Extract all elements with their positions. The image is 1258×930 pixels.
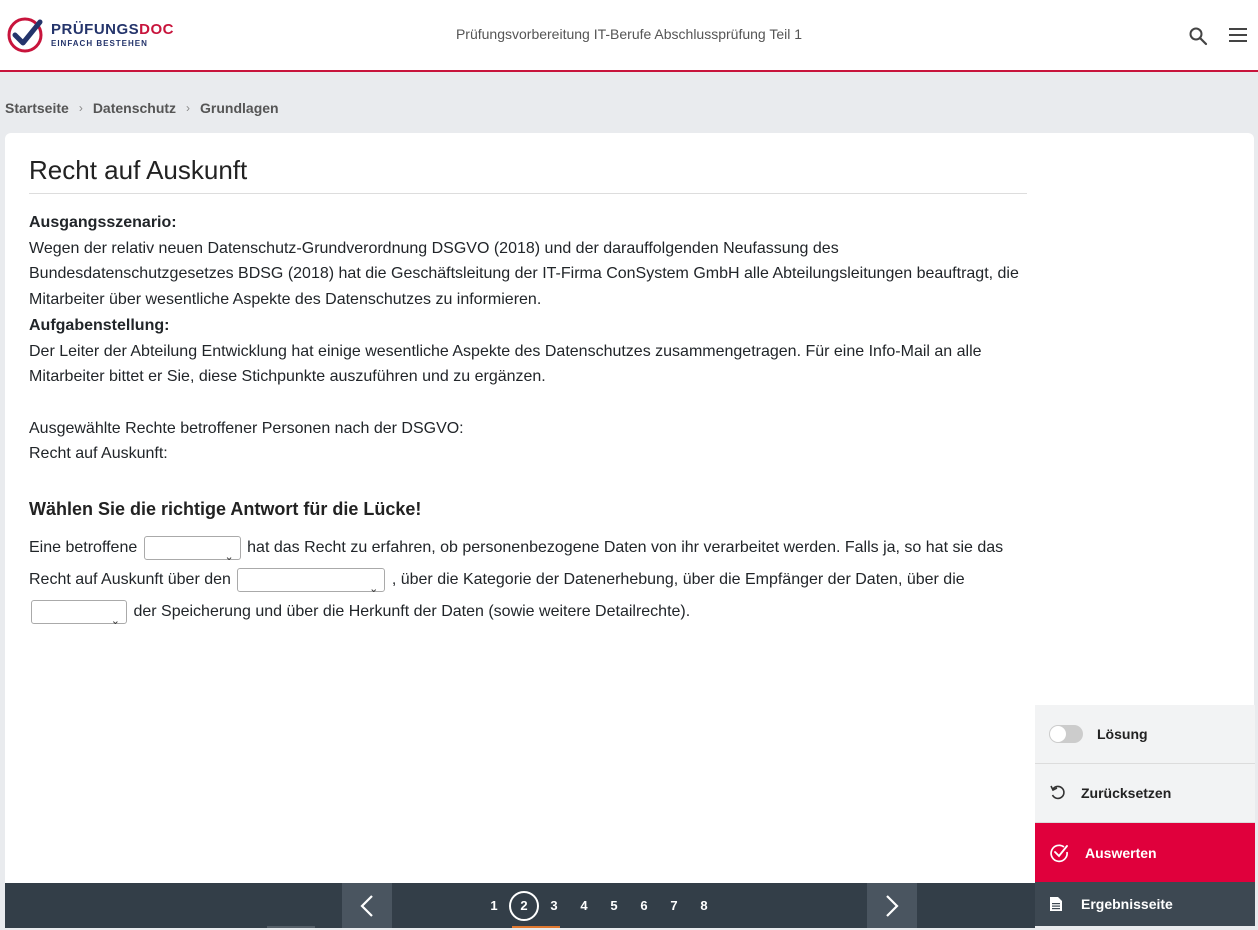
breadcrumb-startseite[interactable]: Startseite [5, 100, 69, 116]
chevron-right-icon [884, 894, 900, 918]
search-icon[interactable] [1188, 26, 1208, 46]
progress-segment [267, 926, 315, 928]
gap-select-2[interactable] [237, 568, 385, 595]
reset-button[interactable] [1035, 764, 1255, 823]
toggle-switch[interactable] [1049, 725, 1083, 743]
document-icon [1049, 896, 1063, 912]
progress-indicator [512, 926, 560, 928]
action-panel [1035, 705, 1255, 926]
page-7[interactable]: 7 [670, 898, 678, 913]
page-8[interactable]: 8 [700, 898, 708, 913]
task-description [29, 210, 1027, 467]
right-line: Recht auf Auskunft: [29, 445, 168, 463]
page-2-current[interactable]: 2 [509, 891, 539, 921]
chevron-right-icon: › [78, 101, 83, 115]
solution-toggle[interactable] [1035, 705, 1255, 764]
next-page-button[interactable] [867, 883, 917, 928]
chevron-down-icon: ⌄ [224, 550, 234, 563]
chevron-left-icon [359, 894, 375, 918]
pagination-bar [5, 883, 1035, 928]
app-header [0, 0, 1258, 72]
chevron-down-icon: ⌄ [110, 614, 120, 627]
page-title: Recht auf Auskunft [29, 155, 1027, 194]
undo-icon [1049, 784, 1067, 802]
results-button[interactable] [1035, 882, 1255, 926]
chevron-down-icon: ⌄ [369, 582, 379, 595]
scenario-text: Wegen der relativ neuen Datenschutz-Grundverordnung DSGVO (2018) und der darauffolgenden Neufassung des Bundesdatenschutzgesetzes BDSG (2018) hat die Geschäftsleitung der IT-Firma ConSystem GmbH alle Abteilungsleitungen beauftragt, die Mitarbeiter über wesentliche Aspekte des Datenschutzes zu informieren. [29, 239, 1019, 309]
page-list [479, 883, 719, 928]
page-1[interactable]: 1 [490, 898, 498, 913]
task-label: Aufgabenstellung: [29, 316, 170, 334]
breadcrumb-datenschutz[interactable]: Datenschutz [92, 100, 177, 116]
gap-select-1[interactable] [144, 536, 241, 563]
gap-text-3: , über die Kategorie der Datenerhebung, über die Empfänger der Daten, über die [391, 571, 965, 589]
menu-icon[interactable] [1229, 27, 1247, 43]
page-5[interactable]: 5 [610, 898, 618, 913]
gap-select-3[interactable] [31, 600, 127, 627]
rights-line: Ausgewählte Rechte betroffener Personen nach der DSGVO: [29, 419, 464, 437]
reset-label: Zurücksetzen [1081, 785, 1172, 801]
logo-title-a: PRÜFUNGS [51, 21, 140, 38]
breadcrumb-grundlagen: Grundlagen [200, 100, 279, 116]
task-text: Der Leiter der Abteilung Entwicklung hat einige wesentliche Aspekte des Datenschutzes zusammengetragen. Für eine Info-Mail an alle Mitarbeiter bittet er Sie, diese Stichpunkte auszuführen und zu ergänzen. [29, 342, 982, 386]
app-title: Prüfungsvorbereitung IT-Berufe Abschlussprüfung Teil 1 [455, 26, 803, 42]
breadcrumb [5, 100, 279, 116]
evaluate-button[interactable] [1035, 823, 1255, 882]
chevron-right-icon: › [186, 101, 191, 115]
previous-page-button[interactable] [342, 883, 392, 928]
gap-text-4: der Speicherung und über die Herkunft der Daten (sowie weitere Detailrechte). [133, 603, 691, 621]
page-4[interactable]: 4 [580, 898, 588, 913]
logo-subtitle: EINFACH BESTEHEN [51, 39, 148, 48]
gap-text [29, 532, 1027, 628]
scenario-label: Ausgangsszenario: [29, 214, 177, 231]
page-6[interactable]: 6 [640, 898, 648, 913]
question-heading: Wählen Sie die richtige Antwort für die Lücke! [29, 499, 422, 520]
page-3[interactable]: 3 [550, 898, 558, 913]
check-circle-icon [1049, 843, 1069, 863]
logo-title-b: DOC [139, 21, 175, 38]
evaluate-label: Auswerten [1085, 844, 1157, 861]
gap-text-1: Eine betroffene [29, 539, 138, 557]
gap-text-2: hat das Recht zu erfahren, ob personenbezogene Daten von ihr verarbeitet werden. Falls ja, so hat sie das Recht auf Auskunft über den [29, 539, 1004, 589]
solution-label: Lösung [1097, 726, 1148, 742]
results-label: Ergebnisseite [1081, 896, 1173, 912]
